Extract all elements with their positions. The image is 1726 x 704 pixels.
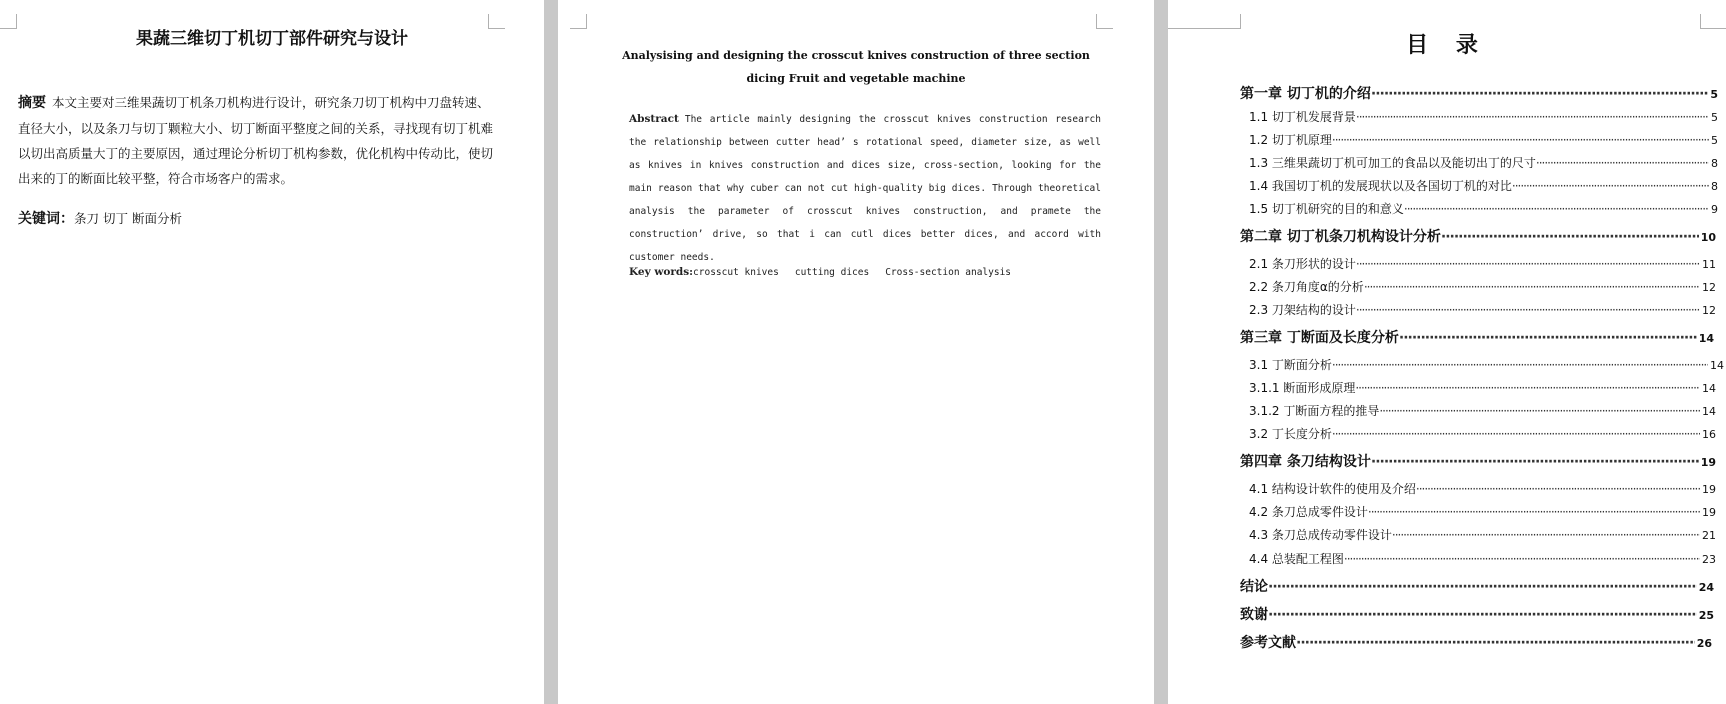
toc-leader-dots <box>1379 404 1700 418</box>
toc-entry[interactable] <box>1240 632 1712 652</box>
toc-entry[interactable] <box>1249 301 1716 318</box>
toc-leader-dots <box>1356 257 1700 271</box>
toc-entry-title: 结论 <box>1240 579 1268 595</box>
toc-entry-title: 1.4 我国切丁机的发展现状以及各国切丁机的对比 <box>1249 179 1512 193</box>
toc-entry-title: 3.2 丁长度分析 <box>1249 427 1332 441</box>
toc-entry-page: 26 <box>1696 637 1712 650</box>
toc-entry[interactable] <box>1249 550 1716 567</box>
toc-entry[interactable] <box>1249 402 1716 419</box>
page-english-abstract <box>558 0 1154 704</box>
toc-title: 目 录 <box>1406 33 1488 58</box>
toc-leader-dots <box>1332 358 1708 372</box>
toc-entry-page: 5 <box>1710 88 1718 101</box>
toc-entry[interactable] <box>1240 226 1716 246</box>
toc-entry-page: 12 <box>1702 281 1716 294</box>
toc-entry-title: 4.4 总装配工程图 <box>1249 552 1344 566</box>
toc-entry-page: 19 <box>1700 456 1716 469</box>
toc-entry-title: 1.2 切丁机原理 <box>1249 133 1332 147</box>
toc-leader-dots <box>1371 454 1699 470</box>
toc-leader-dots <box>1268 607 1697 623</box>
toc-entry-page: 23 <box>1702 553 1716 566</box>
page-corner-mark <box>1700 14 1726 29</box>
toc-entry-title: 4.2 条刀总成零件设计 <box>1249 505 1368 519</box>
toc-entry-title: 2.3 刀架结构的设计 <box>1249 303 1356 317</box>
toc-entry-title: 2.2 条刀角度α的分析 <box>1249 280 1364 294</box>
toc-leader-dots <box>1356 303 1700 317</box>
toc-entry-title: 1.3 三维果蔬切丁机可加工的食品以及能切出丁的尺寸 <box>1249 156 1536 170</box>
toc-leader-dots <box>1512 179 1709 193</box>
toc-entry[interactable] <box>1249 480 1716 497</box>
toc-leader-dots <box>1356 110 1709 124</box>
toc-entry-page: 8 <box>1711 157 1718 170</box>
toc-entry-page: 14 <box>1710 359 1724 372</box>
toc-entry[interactable] <box>1240 83 1718 103</box>
english-keyword: Cross-section analysis <box>885 267 1012 278</box>
page-gap <box>1154 0 1168 704</box>
toc-entry-page: 14 <box>1702 382 1716 395</box>
toc-entry[interactable] <box>1249 255 1716 272</box>
toc-entry[interactable] <box>1249 379 1716 396</box>
english-title <box>558 44 1154 90</box>
toc-entry[interactable] <box>1249 177 1718 194</box>
toc-leader-dots <box>1441 229 1699 245</box>
page-corner-mark <box>1168 14 1241 29</box>
toc-entry-page: 12 <box>1702 304 1716 317</box>
toc-entry-page: 14 <box>1698 332 1714 345</box>
abstract-label: 摘要 <box>18 95 46 111</box>
toc-entry-page: 19 <box>1702 506 1716 519</box>
toc-entry-page: 21 <box>1702 529 1716 542</box>
toc-entry-title: 第四章 条刀结构设计 <box>1240 454 1371 470</box>
toc-entry-title: 致谢 <box>1240 607 1268 623</box>
toc-leader-dots <box>1371 86 1708 102</box>
page-corner-mark <box>570 14 587 29</box>
toc-entry-title: 3.1 丁断面分析 <box>1249 358 1332 372</box>
toc-entry-title: 4.1 结构设计软件的使用及介绍 <box>1249 482 1416 496</box>
toc-leader-dots <box>1404 202 1709 216</box>
english-keyword: crosscut knives <box>693 267 779 278</box>
english-keywords-line <box>629 266 1027 278</box>
toc-leader-dots <box>1368 505 1700 519</box>
toc-leader-dots <box>1344 552 1700 566</box>
toc-entry-page: 11 <box>1702 258 1716 271</box>
english-abstract-paragraph <box>629 108 1101 269</box>
toc-entry-page: 19 <box>1702 483 1716 496</box>
toc-entry-page: 10 <box>1700 231 1716 244</box>
toc-entry[interactable] <box>1249 200 1718 217</box>
toc-entry-title: 4.3 条刀总成传动零件设计 <box>1249 528 1392 542</box>
toc-entry-page: 9 <box>1711 203 1718 216</box>
toc-entry-title: 1.1 切丁机发展背景 <box>1249 110 1356 124</box>
toc-entry[interactable] <box>1249 278 1716 295</box>
toc-leader-dots <box>1416 482 1700 496</box>
page-table-of-contents <box>1168 0 1726 704</box>
toc-leader-dots <box>1332 427 1700 441</box>
thesis-title: 果蔬三维切丁机切丁部件研究与设计 <box>136 29 408 49</box>
keywords-text: 条刀 切丁 断面分析 <box>74 211 182 226</box>
toc-entry[interactable] <box>1249 425 1716 442</box>
toc-entry-title: 第二章 切丁机条刀机构设计分析 <box>1240 229 1441 245</box>
toc-entry-title: 1.5 切丁机研究的目的和意义 <box>1249 202 1404 216</box>
toc-entry-page: 25 <box>1698 609 1714 622</box>
toc-leader-dots <box>1355 381 1700 395</box>
keywords-line <box>18 208 182 228</box>
toc-entry[interactable] <box>1249 131 1718 148</box>
toc-entry-title: 第一章 切丁机的介绍 <box>1240 86 1371 102</box>
toc-entry-page: 5 <box>1711 111 1718 124</box>
abstract-paragraph <box>18 90 496 191</box>
toc-entry-title: 3.1.2 丁断面方程的推导 <box>1249 404 1380 418</box>
english-abstract-label: Abstract <box>629 113 679 125</box>
toc-entry-page: 8 <box>1711 180 1718 193</box>
toc-leader-dots <box>1399 330 1697 346</box>
toc-entry-title: 3.1.1 断面形成原理 <box>1249 381 1356 395</box>
toc-entry[interactable] <box>1249 154 1718 171</box>
toc-entry[interactable] <box>1240 576 1714 596</box>
toc-entry[interactable] <box>1240 604 1714 624</box>
english-title-line1: Analysising and designing the crosscut knives construction of three section <box>622 49 1090 62</box>
toc-entry[interactable] <box>1249 503 1716 520</box>
page-gap <box>544 0 558 704</box>
english-keywords-label: Key words: <box>629 266 694 278</box>
toc-leader-dots <box>1332 133 1709 147</box>
toc-entry-page: 14 <box>1702 405 1716 418</box>
toc-entry-title: 2.1 条刀形状的设计 <box>1249 257 1356 271</box>
page-chinese-abstract <box>0 0 544 704</box>
toc-entry[interactable] <box>1249 526 1716 543</box>
toc-entry-page: 16 <box>1702 428 1716 441</box>
toc-leader-dots <box>1392 528 1700 542</box>
toc-leader-dots <box>1364 280 1700 294</box>
toc-leader-dots <box>1268 579 1697 595</box>
keywords-label: 关键词： <box>18 211 74 227</box>
toc-entry-title: 第三章 丁断面及长度分析 <box>1240 330 1399 346</box>
english-title-line2: dicing Fruit and vegetable machine <box>746 72 966 85</box>
abstract-text: 本文主要对三维果蔬切丁机条刀机构进行设计，研究条刀切丁机构中刀盘转速、直径大小，以及条刀与切丁颗粒大小、切丁断面平整度之间的关系，寻找现有切丁机难以切出高质量大丁的主要原因，通过理论分析切丁机构参数，优化机构中传动比，使切出来的丁的断面比较平整，符合市场客户的需求。 <box>18 95 494 186</box>
toc-entry[interactable] <box>1240 327 1714 347</box>
toc-leader-dots <box>1296 635 1695 651</box>
toc-entry-page: 5 <box>1711 134 1718 147</box>
english-keyword: cutting dices <box>794 267 870 278</box>
toc-leader-dots <box>1536 156 1709 170</box>
english-abstract-text: The article mainly designing the crosscut knives construction research the relationship between cutter head’ s rotational speed, diameter size, as well as knives in knives construction and dices size, cross-section, looking for the main reason that why cuber can not cut high-quality big dices. Through theoretical analysis the parameter of crosscut knives construction, and pramete the construction’ drive, so that i can cutl dices better dices, and accord with customer needs. <box>629 114 1101 263</box>
toc-entry[interactable] <box>1249 108 1718 125</box>
toc-entry[interactable] <box>1240 451 1716 471</box>
page-corner-mark <box>1096 14 1113 29</box>
toc-entry-page: 24 <box>1698 581 1714 594</box>
toc-entry[interactable] <box>1249 356 1724 373</box>
toc-entry-title: 参考文献 <box>1240 635 1296 651</box>
